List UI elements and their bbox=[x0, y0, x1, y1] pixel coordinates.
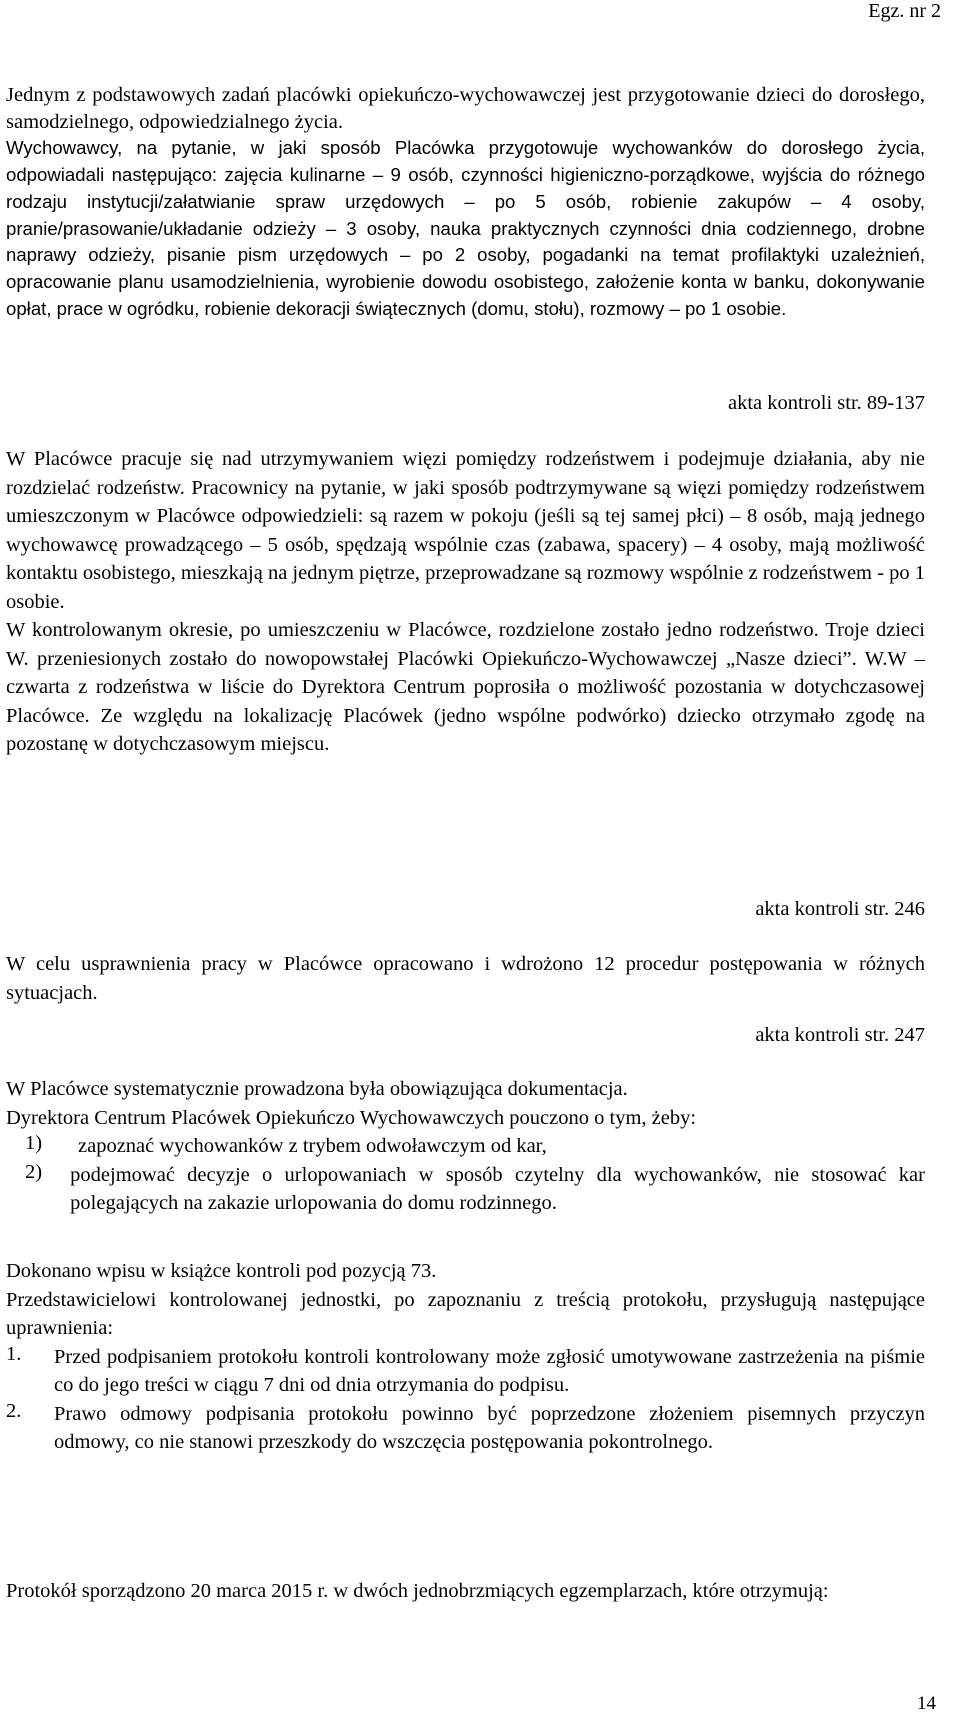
list-number: 1. bbox=[6, 1342, 22, 1365]
list-text: Prawo odmowy podpisania protokołu powinno być poprzedzone złożeniem pisemnych przyczyn odmowy, co nie stanowi przeszkody do wszczęcia postępowania pokontrolnego. bbox=[54, 1402, 925, 1453]
list-text: zapoznać wychowanków z trybem odwoławczym od kar, bbox=[78, 1135, 547, 1157]
section-life-preparation bbox=[6, 82, 925, 322]
section-closing bbox=[6, 1577, 925, 1606]
list-item bbox=[6, 1161, 925, 1218]
file-reference: akta kontroli str. 246 bbox=[755, 898, 925, 920]
paragraph-separated-siblings: W kontrolowanym okresie, po umieszczeniu w Placówce, rozdzielone zostało jedno rodzeństwo. Troje dzieci W. przeniesionych zostało do nowopowstałej Placówki Opiekuńczo-Wychowawczej „Nasze dzieci”. W.W – czwarta z rodzeństwa w liście do Dyrektora Centrum poprosiła o możliwość pozostania w dotychczasowej Placówce. Ze względu na lokalizację Placówek (jedno wspólne podwórko) dziecko otrzymało zgodę na pozostanę w dotychczasowym miejscu. bbox=[6, 619, 925, 755]
section-siblings bbox=[6, 445, 925, 759]
list-text: Przed podpisaniem protokołu kontroli kontrolowany może zgłosić umotywowane zastrzeżenia na piśmie co do jego treści w ciągu 7 dni od dnia otrzymania do podpisu. bbox=[54, 1345, 925, 1396]
list-item bbox=[6, 1132, 925, 1161]
list-number: 2. bbox=[6, 1399, 22, 1422]
section-procedures bbox=[6, 950, 925, 1007]
file-reference: akta kontroli str. 89-137 bbox=[727, 392, 925, 414]
paragraph-documentation: W Placówce systematycznie prowadzona była obowiązująca dokumentacja. bbox=[6, 1078, 628, 1100]
list-text: podejmować decyzje o urlopowaniach w sposób czytelny dla wychowanków, nie stosować kar polegających na zakazie urlopowania do domu rodzinnego. bbox=[70, 1163, 925, 1214]
paragraph-inspection-book: Dokonano wpisu w książce kontroli pod pozycją 73. bbox=[6, 1260, 437, 1282]
paragraph-closing: Protokół sporządzono 20 marca 2015 r. w dwóch jednobrzmiących egzemplarzach, które otrzymują: bbox=[6, 1580, 829, 1602]
paragraph-survey-answers: Wychowawcy, na pytanie, w jaki sposób Placówka przygotowuje wychowanków do dorosłego życia, odpowiadali następująco: zajęcia kulinarne – 9 osób, czynności higieniczno-porządkowe, wyjścia do różnego rodzaju instytucji/załatwianie spraw urzędowych – po 5 osób, robienie zakupów – 4 osoby, pranie/prasowanie/układanie odzieży – 3 osoby, nauka praktycznych czynności dnia codziennego, drobne naprawy odzieży, pisanie pism urzędowych – po 2 osoby, pogadanki na temat profilaktyki uzależnień, opracowanie planu usamodzielnienia, wyrobienie dowodu osobistego, założenie konta w banku, dokonywanie opłat, prace w ogródku, robienie dekoracji świątecznych (domu, stołu), rozmowy – po 1 osobie. bbox=[6, 137, 925, 319]
paragraph-rights-intro: Przedstawicielowi kontrolowanej jednostki, po zapoznaniu z treścią protokołu, przysługują następujące uprawnienia: bbox=[6, 1288, 925, 1339]
paragraph-procedures: W celu usprawnienia pracy w Placówce opracowano i wdrożono 12 procedur postępowania w różnych sytuacjach. bbox=[6, 953, 925, 1004]
list-item bbox=[6, 1343, 925, 1400]
list-number: 1) bbox=[25, 1132, 43, 1154]
paragraph-intro: Jednym z podstawowych zadań placówki opiekuńczo-wychowawczej jest przygotowanie dzieci do dorosłego, samodzielnego, odpowiedzialnego życia. bbox=[6, 84, 925, 133]
list-number: 2) bbox=[25, 1160, 43, 1183]
page-number: 14 bbox=[917, 1693, 936, 1714]
section-documentation bbox=[6, 1075, 925, 1218]
list-item bbox=[6, 1400, 925, 1457]
paragraph-instruction: Dyrektora Centrum Placówek Opiekuńczo Wychowawczych pouczono o tym, żeby: bbox=[6, 1106, 697, 1129]
file-reference: akta kontroli str. 247 bbox=[755, 1024, 925, 1046]
copy-number: Egz. nr 2 bbox=[868, 0, 941, 22]
section-rights bbox=[6, 1257, 925, 1457]
paragraph-sibling-bonds: W Placówce pracuje się nad utrzymywaniem więzi pomiędzy rodzeństwem i podejmuje działania, aby nie rozdzielać rodzeństw. Pracownicy na pytanie, w jaki sposób podtrzymywane są więzi pomiędzy rodzeństwem umieszczonym w Placówce odpowiedzieli: są razem w pokoju (jeśli są tej samej płci) – 8 osób, mają jednego wychowawcę prowadzącego – 5 osób, spędzają wspólnie czas (zabawa, spacery) – 4 osoby, mają możliwość kontaktu osobistego, mieszkają na jednym piętrze, przeprowadzane są rozmowy wspólnie z rodzeństwem - po 1 osobie. bbox=[6, 448, 925, 613]
